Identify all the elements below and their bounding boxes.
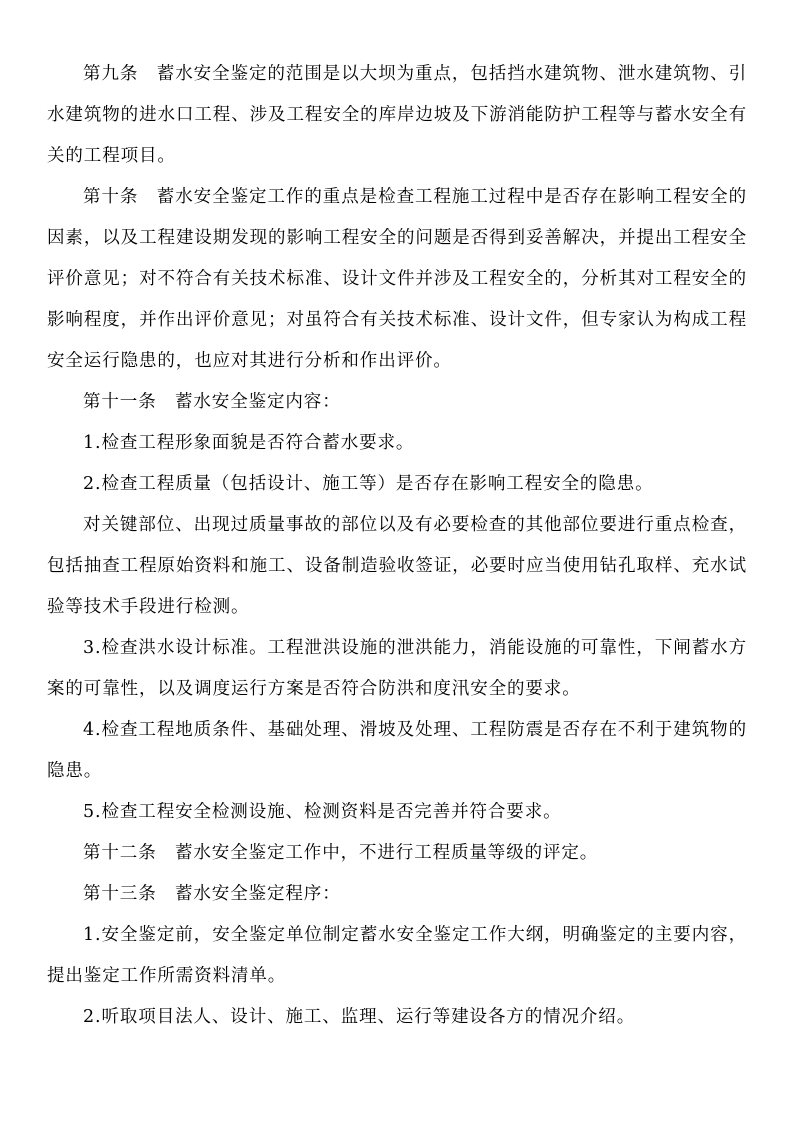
- document-body: [47, 54, 747, 1038]
- article-11-item-2: 2.检查工程质量（包括设计、施工等）是否存在影响工程安全的隐患。: [83, 474, 654, 494]
- article-10-paragraph: 第十条 蓄水安全鉴定工作的重点是检查工程施工过程中是否存在影响工程安全的因素，以及工程建设期发现的影响工程安全的问题是否得到妥善解决，并提出工程安全评价意见；对不符合有关技术标准、设计文件并涉及工程安全的，分析其对工程安全的影响程度，并作出评价意见；对虽符合有关技术标准、设计文件，但专家认为构成工程安全运行隐患的，也应对其进行分析和作出评价。: [47, 187, 747, 371]
- article-13-item-2: 2.听取项目法人、设计、施工、监理、运行等建设各方的情况介绍。: [83, 1007, 636, 1027]
- article-13-heading: 第十三条 蓄水安全鉴定程序：: [83, 884, 341, 904]
- article-11-item-2-detail: 对关键部位、出现过质量事故的部位以及有必要检查的其他部位要进行重点检查，包括抽查工程原始资料和施工、设备制造验收签证，必要时应当使用钻孔取样、充水试验等技术手段进行检测。: [47, 515, 747, 617]
- article-11-item-3: 3.检查洪水设计标准。工程泄洪设施的泄洪能力，消能设施的可靠性，下闸蓄水方案的可靠性，以及调度运行方案是否符合防洪和度汛安全的要求。: [47, 638, 747, 699]
- article-11-item-5: 5.检查工程安全检测设施、检测资料是否完善并符合要求。: [83, 802, 562, 822]
- article-12-paragraph: 第十二条 蓄水安全鉴定工作中，不进行工程质量等级的评定。: [83, 843, 599, 863]
- article-13-item-1: 1.安全鉴定前，安全鉴定单位制定蓄水安全鉴定工作大纲，明确鉴定的主要内容，提出鉴定工作所需资料清单。: [47, 925, 747, 986]
- article-11-heading: 第十一条 蓄水安全鉴定内容：: [83, 392, 341, 412]
- article-9-paragraph: 第九条 蓄水安全鉴定的范围是以大坝为重点，包括挡水建筑物、泄水建筑物、引水建筑物的进水口工程、涉及工程安全的库岸边坡及下游消能防护工程等与蓄水安全有关的工程项目。: [47, 64, 747, 166]
- article-11-item-1: 1.检查工程形象面貌是否符合蓄水要求。: [83, 433, 415, 453]
- article-11-item-4: 4.检查工程地质条件、基础处理、滑坡及处理、工程防震是否存在不利于建筑物的隐患。: [47, 720, 747, 781]
